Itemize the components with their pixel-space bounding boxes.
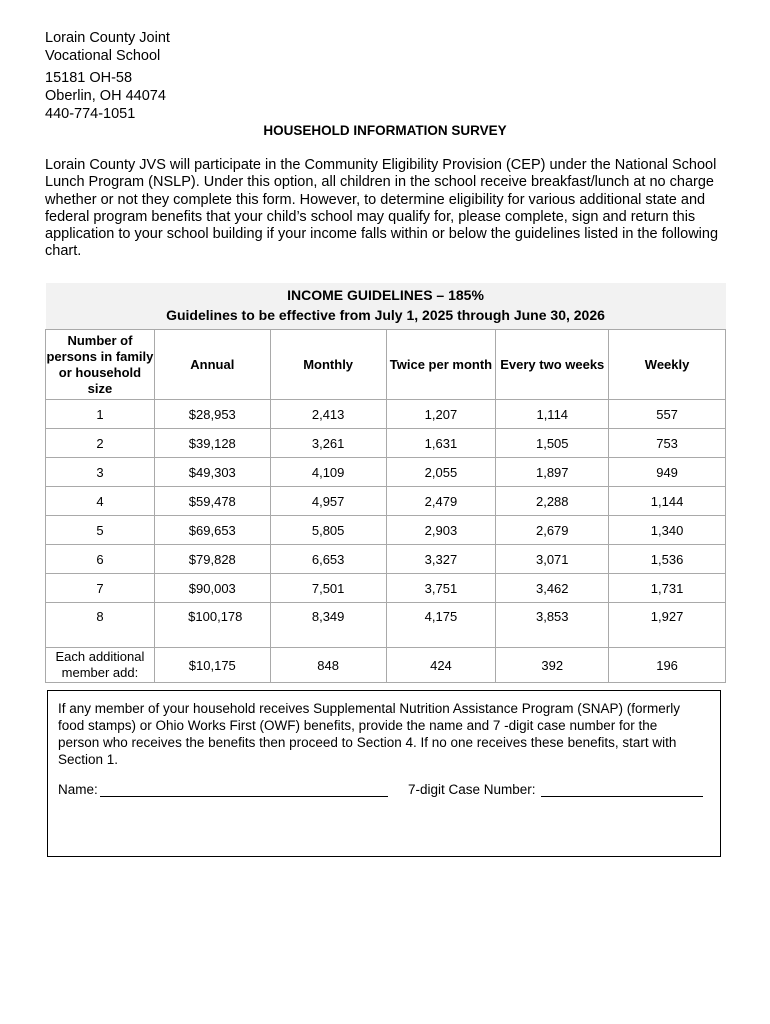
income-guidelines-table [45,283,726,683]
table-cell: 949 [609,458,726,487]
street-address: 15181 OH-58 [45,70,133,86]
table-cell: $39,128 [154,429,270,458]
table-cell: 2,479 [386,487,496,516]
table-cell: 196 [609,648,726,683]
column-header: Weekly [609,330,726,400]
table-cell: 8,349 [270,603,386,648]
table-cell: 6 [46,545,155,574]
table-cell: 7,501 [270,574,386,603]
table-cell: 7 [46,574,155,603]
table-cell: 424 [386,648,496,683]
column-header: Annual [154,330,270,400]
table-cell: 2,413 [270,400,386,429]
table-cell: 3 [46,458,155,487]
table-cell: 3,853 [496,603,609,648]
city-state-zip: Oberlin, OH 44074 [45,88,166,104]
table-cell: 2,055 [386,458,496,487]
table-cell: 1,207 [386,400,496,429]
table-row [46,487,726,516]
school-name-line1: Lorain County Joint [45,30,170,46]
table-cell: 1,927 [609,603,726,648]
table-row [46,545,726,574]
income-guidelines-title: INCOME GUIDELINES – 185% [287,287,484,303]
table-cell: 1,897 [496,458,609,487]
table-row [46,603,726,648]
school-address [45,29,170,123]
table-cell: 2,288 [496,487,609,516]
phone-number: 440-774-1051 [45,106,136,122]
table-cell: 5,805 [270,516,386,545]
table-cell: 4,957 [270,487,386,516]
table-cell: $28,953 [154,400,270,429]
intro-paragraph: Lorain County JVS will participate in the Community Eligibility Provision (CEP) under the National School Lunch Program (NSLP). Under this option, all children in the school receive breakfast/lunch at no charge whether or not they complete this form. However, to determine eligibility for various additional state and federal program benefits that your child’s school may qualify for, please complete, sign and return this application to your school building if your income falls within or below the guidelines listed in the following chart. [45,157,719,260]
table-cell: $59,478 [154,487,270,516]
table-cell: $90,003 [154,574,270,603]
effective-dates: Guidelines to be effective from July 1, 2025 through June 30, 2026 [166,307,605,323]
school-name-line2: Vocational School [45,48,161,64]
column-header: Number of persons in family or household size [46,330,155,400]
table-cell: 6,653 [270,545,386,574]
table-cell: 557 [609,400,726,429]
table-cell: 1,340 [609,516,726,545]
table-cell: 4,109 [270,458,386,487]
table-cell: 8 [46,603,155,648]
table-cell: $49,303 [154,458,270,487]
column-header: Monthly [270,330,386,400]
table-cell: $69,653 [154,516,270,545]
table-cell: 3,327 [386,545,496,574]
table-cell: 392 [496,648,609,683]
table-cell: 4 [46,487,155,516]
table-cell: 3,462 [496,574,609,603]
case-number-input-line[interactable] [541,796,703,797]
table-cell: 1,505 [496,429,609,458]
snap-section [47,690,721,857]
table-cell: 3,071 [496,545,609,574]
page-title: HOUSEHOLD INFORMATION SURVEY [263,123,507,138]
table-row [46,429,726,458]
column-header: Twice per month [386,330,496,400]
table-cell: $100,178 [154,603,270,648]
table-cell: 3,751 [386,574,496,603]
table-heading [46,283,726,330]
table-cell: 848 [270,648,386,683]
case-number-label: 7-digit Case Number: [408,782,536,797]
table-row [46,648,726,683]
name-input-line[interactable] [100,796,388,797]
table-row [46,516,726,545]
table-cell: 3,261 [270,429,386,458]
table-cell: 2,903 [386,516,496,545]
table-row [46,458,726,487]
table-cell: 1,144 [609,487,726,516]
table-cell: 1,631 [386,429,496,458]
table-cell: 753 [609,429,726,458]
table-cell: 2,679 [496,516,609,545]
snap-instructions: If any member of your household receives Supplemental Nutrition Assistance Program (SNAP) (formerly food stamps) or Ohio Works First (OWF) benefits, provide the name and 7 -digit case number for the person who receives the benefits then proceed to Section 4. If no one receives these benefits, start with Section 1. [58,701,681,767]
table-cell: 2 [46,429,155,458]
table-cell: 4,175 [386,603,496,648]
table-cell: 1,114 [496,400,609,429]
table-cell: 5 [46,516,155,545]
table-cell: 1,536 [609,545,726,574]
table-cell: Each additional member add: [46,648,155,683]
table-cell: $10,175 [154,648,270,683]
table-row [46,574,726,603]
name-label: Name: [58,782,98,797]
table-cell: $79,828 [154,545,270,574]
table-cell: 1,731 [609,574,726,603]
table-row [46,400,726,429]
table-cell: 1 [46,400,155,429]
column-header: Every two weeks [496,330,609,400]
